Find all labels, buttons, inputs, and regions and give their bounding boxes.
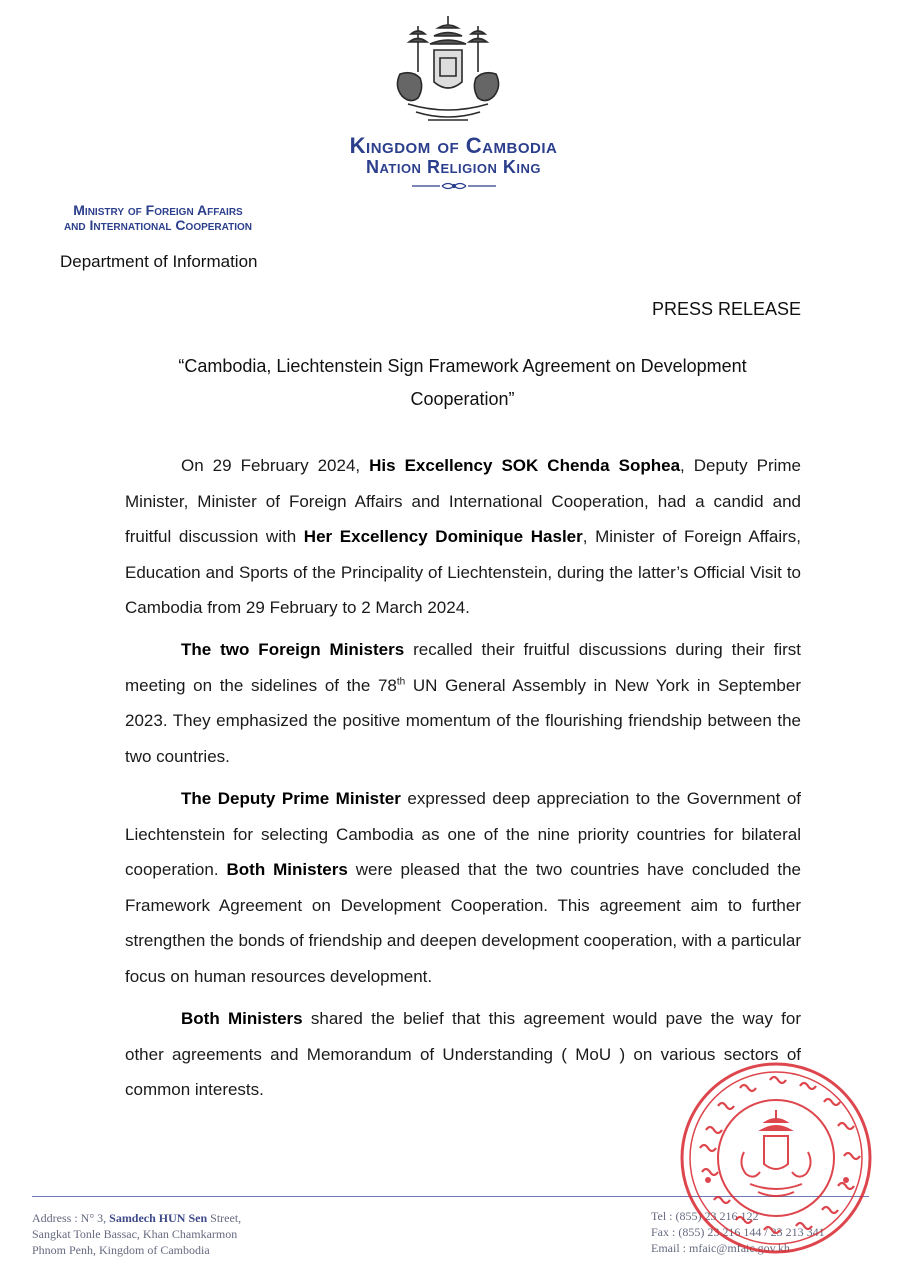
footer-fax: Fax : (855) 23 216 144 / 23 213 341	[651, 1225, 825, 1239]
body-paragraph-2: The two Foreign Ministers recalled their fruitful discussions during their first meeting on the sidelines of the 78th UN General Assembly in New York in September 2023. They emphasized the positive momentum of the flourishing friendship between the two countries.	[125, 640, 802, 766]
footer-address-line1: Address : N° 3, Samdech HUN Sen Street,	[32, 1211, 242, 1225]
body-paragraph-4: Both Ministers shared the belief that this agreement would pave the way for other agreements and Memorandum of Understanding ( MoU ) on various sectors of common interests.	[125, 1009, 802, 1099]
department-name: Department of Information	[60, 252, 258, 271]
footer-address-line2: Sangkat Tonle Bassac, Khan Chamkarmon	[32, 1227, 238, 1241]
press-release-label: PRESS RELEASE	[651, 299, 801, 319]
footer-telephone: Tel : (855) 23 216 122	[651, 1209, 759, 1223]
ornament-divider-icon	[410, 180, 498, 192]
footer-email: Email : mfaic@mfaic.gov.kh	[651, 1241, 790, 1255]
kingdom-title: Kingdom of Cambodia	[349, 133, 558, 158]
ministry-name-line2: and International Cooperation	[63, 217, 253, 233]
body-paragraph-3: The Deputy Prime Minister expressed deep appreciation to the Government of Liechtenstein for selecting Cambodia as one of the nine priority countries for bilateral cooperation. Both Ministers were pleased that the two countries have concluded the Framework Agreement on Development Cooperation. This agreement aim to further strengthen the bonds of friendship and deepen development cooperation, with a particular focus on human resources development.	[125, 789, 802, 986]
press-release-headline: “Cambodia, Liechtenstein Sign Framework Agreement on Development Cooperation”	[178, 356, 747, 409]
footer-address-line3: Phnom Penh, Kingdom of Cambodia	[32, 1243, 210, 1257]
body-paragraph-1: On 29 February 2024, His Excellency SOK Chenda Sophea, Deputy Prime Minister, Minister of Foreign Affairs and International Cooperation, had a candid and fruitful discussion with Her Excellency Dominique Hasler, Minister of Foreign Affairs, Education and Sports of the Principality of Liechtenstein, during the latter’s Official Visit to Cambodia from 29 February to 2 March 2024.	[125, 456, 801, 617]
kingdom-motto: Nation Religion King	[365, 157, 542, 177]
ministry-name-line1: Ministry of Foreign Affairs	[73, 202, 243, 218]
official-seal-stamp-icon	[678, 1060, 874, 1256]
coat-of-arms-emblem	[388, 12, 508, 130]
